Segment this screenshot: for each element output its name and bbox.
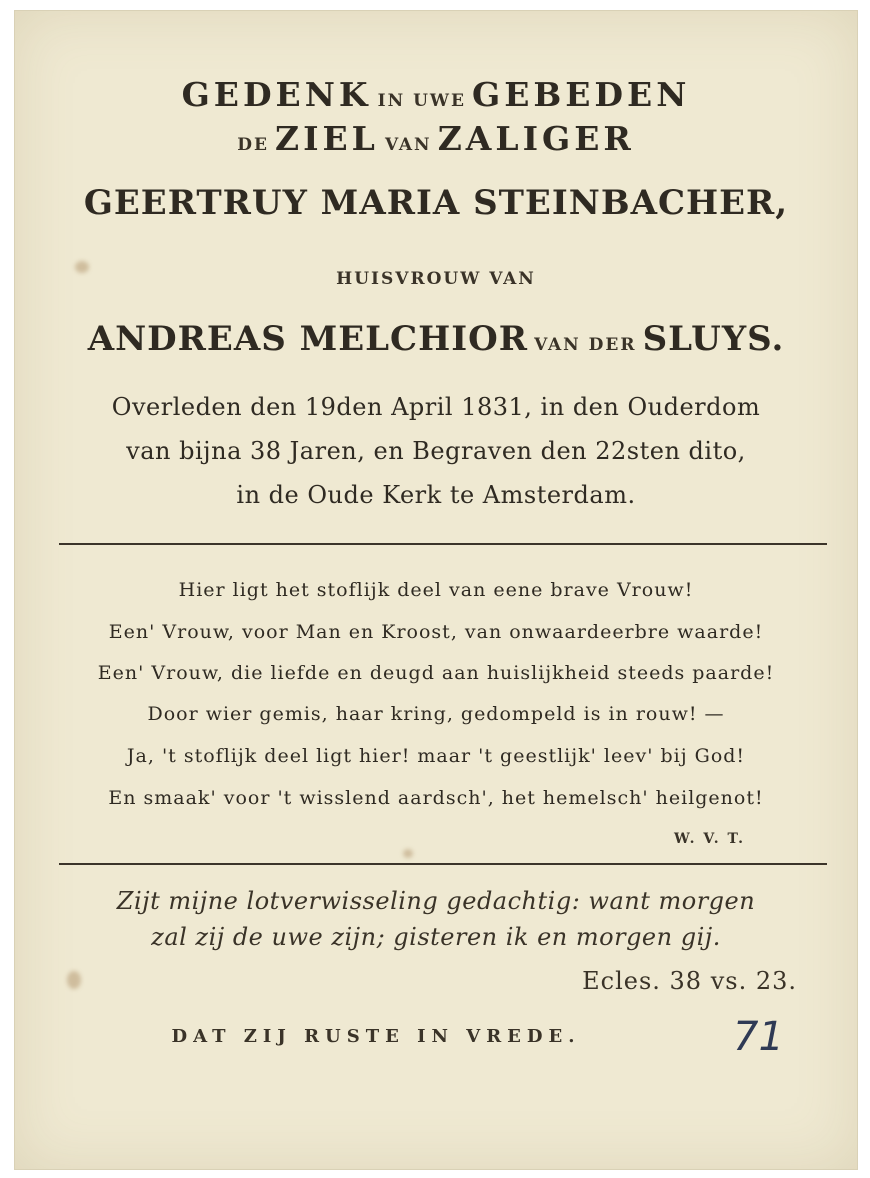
heading-word: ZIEL xyxy=(275,119,379,158)
quote-reference: Ecles. 38 vs. 23. xyxy=(582,967,797,995)
poem-line: Een' Vrouw, die liefde en deugd aan huislijkheid steeds paarde! xyxy=(97,662,775,684)
heading-word: GEDENK xyxy=(181,75,372,114)
spouse-name-part: VAN DER xyxy=(534,335,637,355)
quote-line-1: Zijt mijne lotverwisseling gedachtig: want morgen xyxy=(116,887,756,915)
memorial-card xyxy=(14,10,858,1170)
heading-line-1 xyxy=(15,75,857,114)
poem-line: En smaak' voor 't wisslend aardsch', het hemelsch' heilgenot! xyxy=(108,787,764,809)
poem-line: Hier ligt het stoflijk deel van eene brave Vrouw! xyxy=(178,579,694,601)
poem-author: W. V. T. xyxy=(674,831,745,847)
deceased-name: GEERTRUY MARIA STEINBACHER, xyxy=(83,183,789,223)
divider-bottom xyxy=(59,863,827,865)
heading-word: ZALIGER xyxy=(437,119,635,158)
death-details-line-2: van bijna 38 Jaren, en Begraven den 22sten dito, xyxy=(126,437,746,465)
relation-label: HUISVROUW VAN xyxy=(336,269,536,289)
poem-line: Door wier gemis, haar kring, gedompeld is in rouw! — xyxy=(147,703,725,725)
spouse-name xyxy=(15,319,857,359)
divider-top xyxy=(59,543,827,545)
quote-line-2: zal zij de uwe zijn; gisteren ik en morgen gij. xyxy=(151,923,721,951)
poem-line: Ja, 't stoflijk deel ligt hier! maar 't geestlijk' leev' bij God! xyxy=(126,745,746,767)
death-details-line-3: in de Oude Kerk te Amsterdam. xyxy=(236,481,636,509)
death-details-line-1: Overleden den 19den April 1831, in den Ouderdom xyxy=(111,393,761,421)
spouse-name-part: ANDREAS MELCHIOR xyxy=(87,319,529,359)
poem-line: Een' Vrouw, voor Man en Kroost, van onwaardeerbre waarde! xyxy=(108,621,764,643)
spouse-name-part: SLUYS. xyxy=(642,319,785,359)
heading-word: DE xyxy=(237,135,269,155)
stain xyxy=(403,849,413,858)
handwritten-number: 71 xyxy=(733,1014,784,1060)
heading-line-2 xyxy=(15,119,857,158)
closing-prayer: DAT ZIJ RUSTE IN VREDE. xyxy=(171,1026,581,1047)
heading-word: VAN xyxy=(384,135,432,155)
heading-word: IN UWE xyxy=(377,91,466,111)
heading-word: GEBEDEN xyxy=(472,75,691,114)
